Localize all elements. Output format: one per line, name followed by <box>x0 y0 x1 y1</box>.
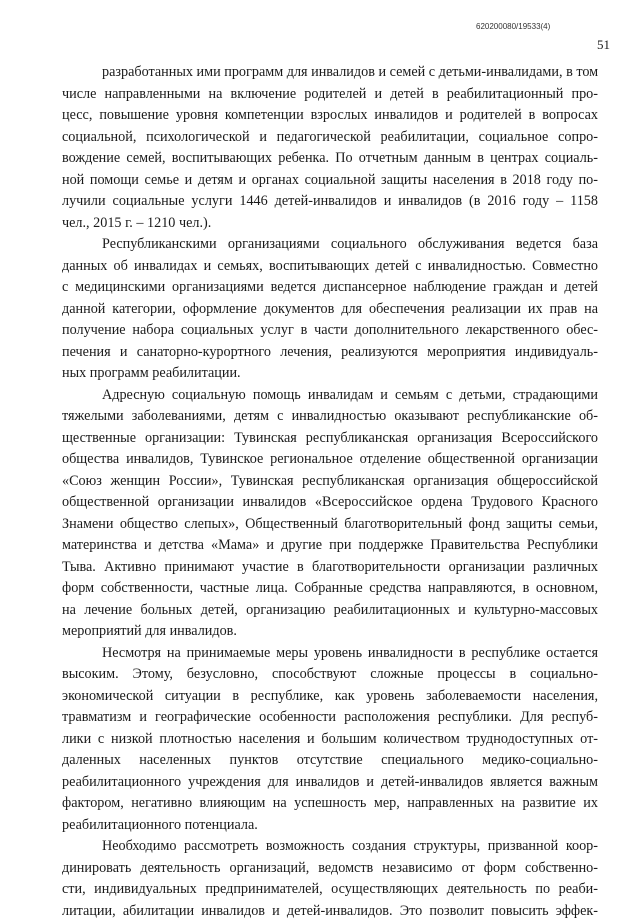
text-line: Необходимо рассмотреть возможность создания структуры, призванной коор- <box>62 836 598 858</box>
text-line: Адресную социальную помощь инвалидам и семьям с детьми, страдающими <box>62 385 598 407</box>
text-line: данной категории, оформление документов для обеспечения реализации их прав на <box>62 299 598 321</box>
paragraph <box>62 836 598 922</box>
text-line: динировать деятельность организаций, ведомств независимо от форм собственно- <box>62 858 598 880</box>
text-line: числе направленными на включение родителей и детей в реабилитационный про- <box>62 84 598 106</box>
text-line: на лечение больных детей, организацию реабилитационных и культурно-массовых <box>62 600 598 622</box>
text-line: получение набора социальных услуг в части дополнительного лекарственного обес- <box>62 320 598 342</box>
paragraph <box>62 234 598 385</box>
text-line: материнства и детства «Мама» и другие при поддержке Правительства Республики <box>62 535 598 557</box>
text-line: ных программ реабилитации. <box>62 363 598 385</box>
text-line: общества инвалидов, Тувинское региональное отделение общественной организации <box>62 449 598 471</box>
text-line: травматизм и географические особенности расположения республики. Для респуб- <box>62 707 598 729</box>
text-line: фактором, негативно влияющим на успешность мер, направленных на развитие их <box>62 793 598 815</box>
paragraph <box>62 385 598 643</box>
text-line: Тыва. Активно принимают участие в благотворительности организации различных <box>62 557 598 579</box>
text-line: реабилитационного потенциала. <box>62 815 598 837</box>
text-line: цесс, повышение уровня компетенции взрослых инвалидов и родителей в вопросах <box>62 105 598 127</box>
paragraph <box>62 643 598 837</box>
text-line: вождение семей, воспитывающих ребенка. По отчетным данным в центрах социаль- <box>62 148 598 170</box>
text-line: ной помощи семье и детям и органах социальной защиты населения в 2018 году по- <box>62 170 598 192</box>
text-line: форм собственности, частные лица. Собранные средства направляются, в основном, <box>62 578 598 600</box>
text-line: чел., 2015 г. – 1210 чел.). <box>62 213 598 235</box>
text-line: данных об инвалидах и семьях, воспитывающих детей с инвалидностью. Совместно <box>62 256 598 278</box>
text-line: Несмотря на принимаемые меры уровень инвалидности в республике остается <box>62 643 598 665</box>
text-line: литации, абилитации инвалидов и детей-инвалидов. Это позволит повысить эффек- <box>62 901 598 922</box>
body-text <box>62 62 598 922</box>
paragraph <box>62 62 598 234</box>
page-number: 51 <box>597 37 610 53</box>
text-line: лучили социальные услуги 1446 детей-инвалидов и инвалидов (в 2016 году – 1158 <box>62 191 598 213</box>
text-line: высоким. Этому, безусловно, способствуют сложные процессы в социально- <box>62 664 598 686</box>
text-line: реабилитационного учреждения для инвалидов и детей-инвалидов является важным <box>62 772 598 794</box>
text-line: экономической ситуации в республике, как уровень заболеваемости населения, <box>62 686 598 708</box>
text-line: общественной организации инвалидов «Всероссийское ордена Трудового Красного <box>62 492 598 514</box>
text-line: сти, индивидуальных предпринимателей, осуществляющих деятельность по реаби- <box>62 879 598 901</box>
text-line: разработанных ими программ для инвалидов и семей с детьми-инвалидами, в том <box>62 62 598 84</box>
text-line: тяжелыми заболеваниями, детям с инвалидностью оказывают республиканские об- <box>62 406 598 428</box>
text-line: мероприятий для инвалидов. <box>62 621 598 643</box>
text-line: Республиканскими организациями социального обслуживания ведется база <box>62 234 598 256</box>
document-id: 620200080/19533(4) <box>476 22 596 31</box>
text-line: социальной, психологической и педагогической реабилитации, социальное сопро- <box>62 127 598 149</box>
text-line: лики с низкой плотностью населения и большим количеством труднодоступных от- <box>62 729 598 751</box>
text-line: даленных населенных пунктов отсутствие специального медико-социально- <box>62 750 598 772</box>
text-line: Знамени общество слепых», Общественный благотворительный фонд защиты семьи, <box>62 514 598 536</box>
text-line: щественные организации: Тувинская республиканская организация Всероссийского <box>62 428 598 450</box>
text-line: «Союз женщин России», Тувинская республиканская организация общероссийской <box>62 471 598 493</box>
text-line: с медицинскими организациями ведется диспансерное наблюдение граждан и детей <box>62 277 598 299</box>
text-line: печения и санаторно-курортного лечения, реализуются мероприятия индивидуаль- <box>62 342 598 364</box>
